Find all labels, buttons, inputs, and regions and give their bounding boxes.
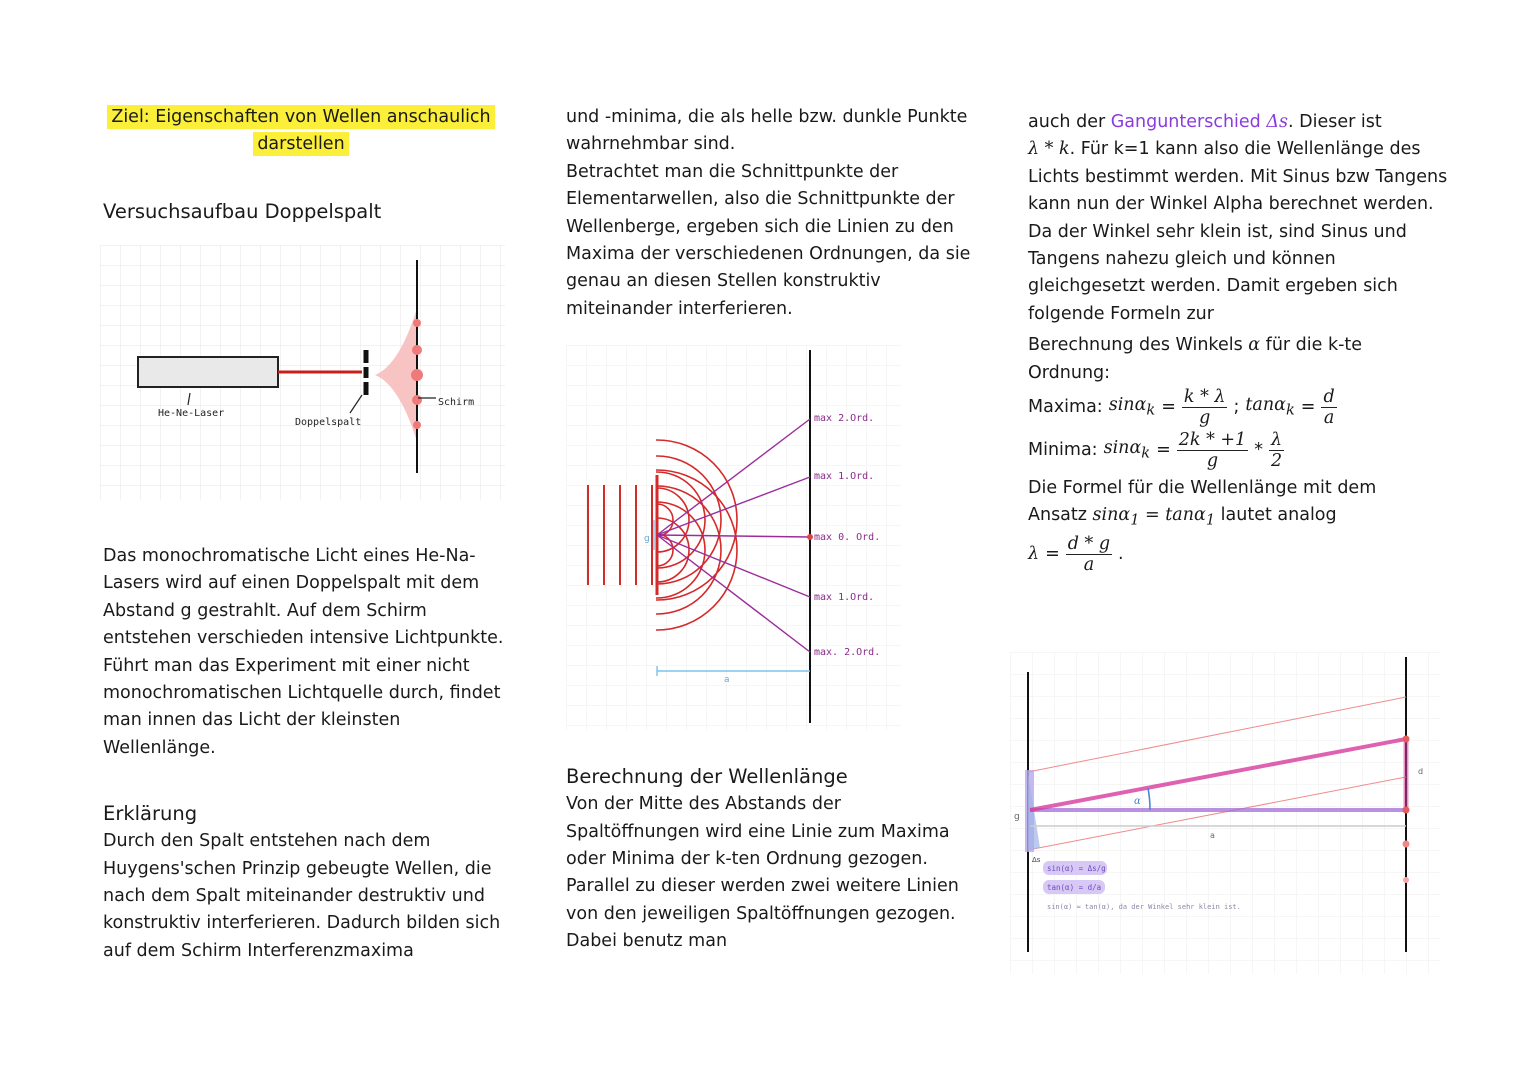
alpha-label: α xyxy=(1134,796,1141,807)
interference-text-2: Betrachtet man die Schnittpunkte der Elementarwellen, also die Schnittpunkte der Wellenberge, ergeben sich die Linien zu den Maxima der verschiedenen Ordnungen, da sie genau an diesen Stellen konstruktiv miteinander interferieren. xyxy=(566,161,971,319)
screen-dot xyxy=(1403,877,1409,883)
wavelength-intro: Die Formel für die Wellenlänge mit dem xyxy=(1028,478,1377,499)
tan-fraction: $\frac{d}{a}$ xyxy=(1323,387,1335,429)
slit-label: Doppelspalt xyxy=(295,417,362,428)
interference-text-1: und -minima, die als helle bzw. dunkle Punkte wahrnehmbar sind. xyxy=(566,107,968,155)
g-label: g xyxy=(1014,812,1020,822)
laser-label: He-Ne-Laser xyxy=(158,408,225,419)
max-label-2-bottom: max. 2.Ord. xyxy=(814,647,881,658)
a-label: a xyxy=(1210,831,1215,840)
path-difference-line: auch der Gangunterschied Δs. Dieser ist xyxy=(1028,112,1382,132)
maxima-fraction: $\frac{k * \lambda}{g}$ xyxy=(1183,387,1226,429)
max-dot xyxy=(807,534,813,540)
screen-dot xyxy=(412,395,422,405)
screen-dot xyxy=(1403,841,1410,848)
screen-label: Schirm xyxy=(438,397,475,408)
screen-dot xyxy=(413,319,421,327)
setup-heading: Versuchsaufbau Doppelspalt xyxy=(103,200,382,223)
screen-dot xyxy=(1403,736,1410,743)
screen-dot xyxy=(1403,807,1410,814)
minima-fraction-2: λ 2 xyxy=(1270,430,1283,472)
screen-dot xyxy=(412,345,422,355)
interference-diagram xyxy=(566,345,906,735)
approx-note: sin(α) ≈ tan(α), da der Winkel sehr klein ist. xyxy=(1047,903,1241,911)
wavelength-fraction: $\frac{d * g}{a}$ xyxy=(1067,534,1111,576)
path-difference-term: Gangunterschied xyxy=(1110,112,1261,132)
screen-dot xyxy=(411,369,423,381)
order-label: Ordnung: xyxy=(1028,362,1111,383)
laser-body xyxy=(138,357,278,387)
angle-line: Berechnung des Winkels α für die k-te xyxy=(1028,335,1363,356)
tan-note: tan(α) = d/a xyxy=(1047,883,1102,892)
column-right xyxy=(1028,109,1448,575)
calc-heading: Berechnung der Wellenlänge xyxy=(566,765,848,789)
setup-text-2: Führt man das Experiment mit einer nicht monochromatischen Lichtquelle durch, findet man innen das Licht der kleinsten Wellenlänge. xyxy=(103,655,501,758)
max-label-1-bottom: max 1.Ord. xyxy=(814,592,875,603)
setup-diagram xyxy=(100,245,510,505)
setup-text: Das monochromatische Licht eines He-Na-Lasers wird auf einen Doppelspalt mit dem Abstand g gestrahlt. Auf dem Schirm entstehen verschieden intensive Lichtpunkte. xyxy=(103,546,504,649)
lambda-k-symbol: λ * k xyxy=(1028,139,1070,160)
explain-heading: Erklärung xyxy=(103,802,198,826)
delta-s-symbol: Δs xyxy=(1266,112,1288,132)
minima-formula: Minima: sinα$_k$ = $\frac{2k * +1}{g}$ * λ 2 xyxy=(1028,430,1283,472)
geometry-diagram xyxy=(1010,652,1442,978)
ds-label: Δs xyxy=(1032,856,1041,864)
sin-note: sin(α) = Δs/g xyxy=(1047,864,1106,873)
calc-text: Von der Mitte des Abstands der Spaltöffnungen wird eine Linie zum Maxima oder Minima der k-ten Ordnung gezogen. Parallel zu dieser werden zwei weitere Linien von den jeweiligen Spaltöffnungen gezogen. Dabei benutz man xyxy=(566,794,959,952)
explain-text: Durch den Spalt entstehen nach dem Huygens'schen Prinzip gebeugte Wellen, die nach dem Spalt miteinander destruktiv und konstruktiv interferieren. Dadurch bilden sich auf dem Schirm Interferenzmaxima xyxy=(103,831,501,961)
explanation-block: λ * k. Für k=1 kann also die Wellenlänge des Lichts bestimmt werden. Mit Sinus bzw Tangens kann nun der Winkel Alpha berechnet werden. Da der Winkel sehr klein ist, sind Sinus und Tangens nahezu gleich und können gleichgesetzt werden. Damit ergeben sich folgende Formeln zur xyxy=(1028,139,1448,324)
wavelength-formula: λ = $\frac{d * g}{a}$ . xyxy=(1028,534,1124,576)
max-label-1-top: max 1.Ord. xyxy=(814,471,875,482)
column-left xyxy=(103,104,513,965)
max-label-2-top: max 2.Ord. xyxy=(814,413,875,424)
grid-background xyxy=(1010,652,1440,974)
d-label: d xyxy=(1418,767,1424,776)
approach-line: Ansatz sinα$_1$ = tanα$_1$ lautet analog xyxy=(1028,505,1337,529)
maxima-formula: Maxima: sinα$_k$ = $\frac{k * \lambda}{g}$ ; tanα$_k$ = $\frac{d}{a}$ xyxy=(1028,387,1335,429)
screen-dot xyxy=(413,421,421,429)
minima-fraction: $\frac{2k * +1}{g}$ xyxy=(1178,430,1247,472)
g-label: g xyxy=(644,534,650,544)
a-label: a xyxy=(724,675,730,685)
max-label-0: max 0. Ord. xyxy=(814,532,881,543)
goal-statement: Ziel: Eigenschaften von Wellen anschaulich darstellen xyxy=(103,104,499,158)
